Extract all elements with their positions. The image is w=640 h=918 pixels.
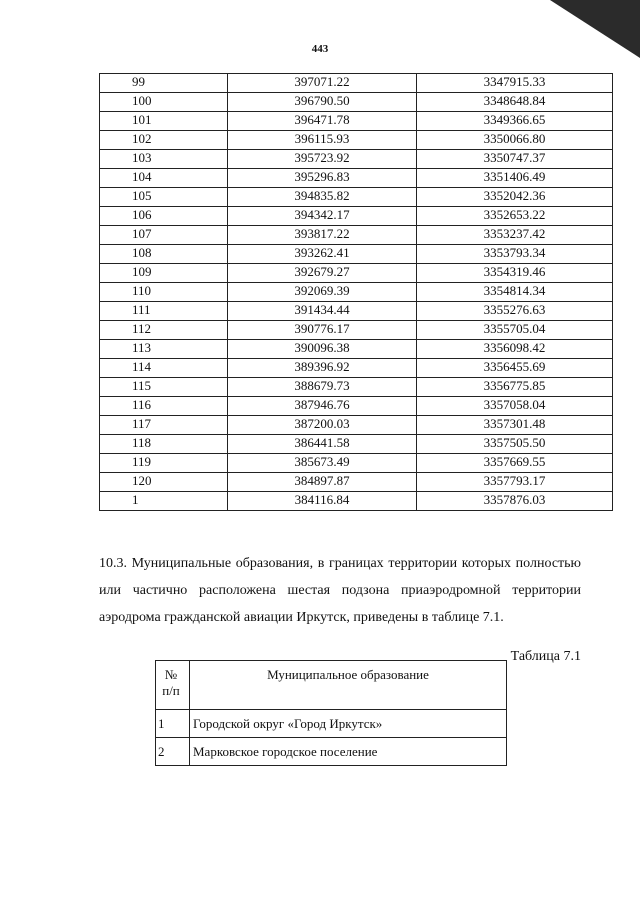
y-coordinate-cell: 3352653.22: [417, 207, 613, 226]
y-coordinate-cell: 3354814.34: [417, 283, 613, 302]
y-coordinate-cell: 3350066.80: [417, 131, 613, 150]
table-row: [156, 710, 507, 738]
x-coordinate-cell: 396790.50: [228, 93, 417, 112]
table-row: [100, 188, 613, 207]
point-number-cell: 1: [100, 492, 228, 511]
x-coordinate-cell: 384116.84: [228, 492, 417, 511]
x-coordinate-cell: 392679.27: [228, 264, 417, 283]
y-coordinate-cell: 3357876.03: [417, 492, 613, 511]
x-coordinate-cell: 397071.22: [228, 74, 417, 93]
x-coordinate-cell: 386441.58: [228, 435, 417, 454]
table-row: [100, 226, 613, 245]
x-coordinate-cell: 393262.41: [228, 245, 417, 264]
y-coordinate-cell: 3356098.42: [417, 340, 613, 359]
y-coordinate-cell: 3355276.63: [417, 302, 613, 321]
table-row: [100, 245, 613, 264]
table-row: [100, 435, 613, 454]
point-number-cell: 116: [100, 397, 228, 416]
point-number-cell: 106: [100, 207, 228, 226]
x-coordinate-cell: 394342.17: [228, 207, 417, 226]
table-row: [100, 321, 613, 340]
header-num-cell: [156, 661, 190, 710]
table-row: [100, 264, 613, 283]
point-number-cell: 115: [100, 378, 228, 397]
point-number-cell: 118: [100, 435, 228, 454]
table-row: [156, 738, 507, 766]
x-coordinate-cell: 387200.03: [228, 416, 417, 435]
point-number-cell: 113: [100, 340, 228, 359]
table-row: [100, 340, 613, 359]
y-coordinate-cell: 3352042.36: [417, 188, 613, 207]
table-row: [100, 302, 613, 321]
header-name-cell: Муниципальное образование: [190, 661, 507, 710]
table-row: [100, 378, 613, 397]
y-coordinate-cell: 3357058.04: [417, 397, 613, 416]
x-coordinate-cell: 389396.92: [228, 359, 417, 378]
y-coordinate-cell: 3356455.69: [417, 359, 613, 378]
table-row: [100, 169, 613, 188]
x-coordinate-cell: 384897.87: [228, 473, 417, 492]
table-row: [100, 74, 613, 93]
point-number-cell: 103: [100, 150, 228, 169]
x-coordinate-cell: 385673.49: [228, 454, 417, 473]
table-row: [100, 359, 613, 378]
x-coordinate-cell: 392069.39: [228, 283, 417, 302]
header-num-line1: №: [164, 667, 178, 682]
table-row: [100, 473, 613, 492]
y-coordinate-cell: 3351406.49: [417, 169, 613, 188]
point-number-cell: 101: [100, 112, 228, 131]
table-row: [100, 397, 613, 416]
y-coordinate-cell: 3357301.48: [417, 416, 613, 435]
point-number-cell: 105: [100, 188, 228, 207]
table-row: [100, 112, 613, 131]
point-number-cell: 117: [100, 416, 228, 435]
municipalities-table: [155, 660, 507, 766]
y-coordinate-cell: 3356775.85: [417, 378, 613, 397]
x-coordinate-cell: 395723.92: [228, 150, 417, 169]
y-coordinate-cell: 3350747.37: [417, 150, 613, 169]
x-coordinate-cell: 391434.44: [228, 302, 417, 321]
x-coordinate-cell: 388679.73: [228, 378, 417, 397]
point-number-cell: 107: [100, 226, 228, 245]
point-number-cell: 114: [100, 359, 228, 378]
y-coordinate-cell: 3348648.84: [417, 93, 613, 112]
point-number-cell: 119: [100, 454, 228, 473]
table-row: [100, 93, 613, 112]
table-row: [100, 416, 613, 435]
table-row: [100, 131, 613, 150]
point-number-cell: 111: [100, 302, 228, 321]
paragraph-10-3: 10.3. Муниципальные образования, в границах территории которых полностью или частично расположена шестая подзона приаэродромной территории аэродрома гражданской авиации Иркутск, приведены в таблице 7.1.: [99, 556, 581, 625]
point-number-cell: 108: [100, 245, 228, 264]
point-number-cell: 110: [100, 283, 228, 302]
table-header-row: [156, 661, 507, 710]
y-coordinate-cell: 3353793.34: [417, 245, 613, 264]
y-coordinate-cell: 3349366.65: [417, 112, 613, 131]
table-row: [100, 150, 613, 169]
y-coordinate-cell: 3357505.50: [417, 435, 613, 454]
y-coordinate-cell: 3357669.55: [417, 454, 613, 473]
row-name: Городской округ «Город Иркутск»: [190, 710, 507, 738]
x-coordinate-cell: 394835.82: [228, 188, 417, 207]
row-num: 1: [156, 710, 190, 738]
y-coordinate-cell: 3357793.17: [417, 473, 613, 492]
y-coordinate-cell: 3355705.04: [417, 321, 613, 340]
x-coordinate-cell: 396115.93: [228, 131, 417, 150]
x-coordinate-cell: 390096.38: [228, 340, 417, 359]
table-row: [100, 283, 613, 302]
y-coordinate-cell: 3353237.42: [417, 226, 613, 245]
point-number-cell: 104: [100, 169, 228, 188]
y-coordinate-cell: 3347915.33: [417, 74, 613, 93]
point-number-cell: 99: [100, 74, 228, 93]
table-row: [100, 207, 613, 226]
row-name: Марковское городское поселение: [190, 738, 507, 766]
point-number-cell: 100: [100, 93, 228, 112]
point-number-cell: 112: [100, 321, 228, 340]
x-coordinate-cell: 390776.17: [228, 321, 417, 340]
table-row: [100, 492, 613, 511]
x-coordinate-cell: 395296.83: [228, 169, 417, 188]
table-caption: Таблица 7.1: [510, 649, 581, 664]
y-coordinate-cell: 3354319.46: [417, 264, 613, 283]
table-row: [100, 454, 613, 473]
point-number-cell: 120: [100, 473, 228, 492]
page-number: 443: [311, 43, 329, 55]
point-number-cell: 109: [100, 264, 228, 283]
point-number-cell: 102: [100, 131, 228, 150]
x-coordinate-cell: 387946.76: [228, 397, 417, 416]
coordinates-table: [99, 73, 613, 511]
x-coordinate-cell: 396471.78: [228, 112, 417, 131]
header-num-line2: п/п: [162, 683, 180, 698]
x-coordinate-cell: 393817.22: [228, 226, 417, 245]
row-num: 2: [156, 738, 190, 766]
